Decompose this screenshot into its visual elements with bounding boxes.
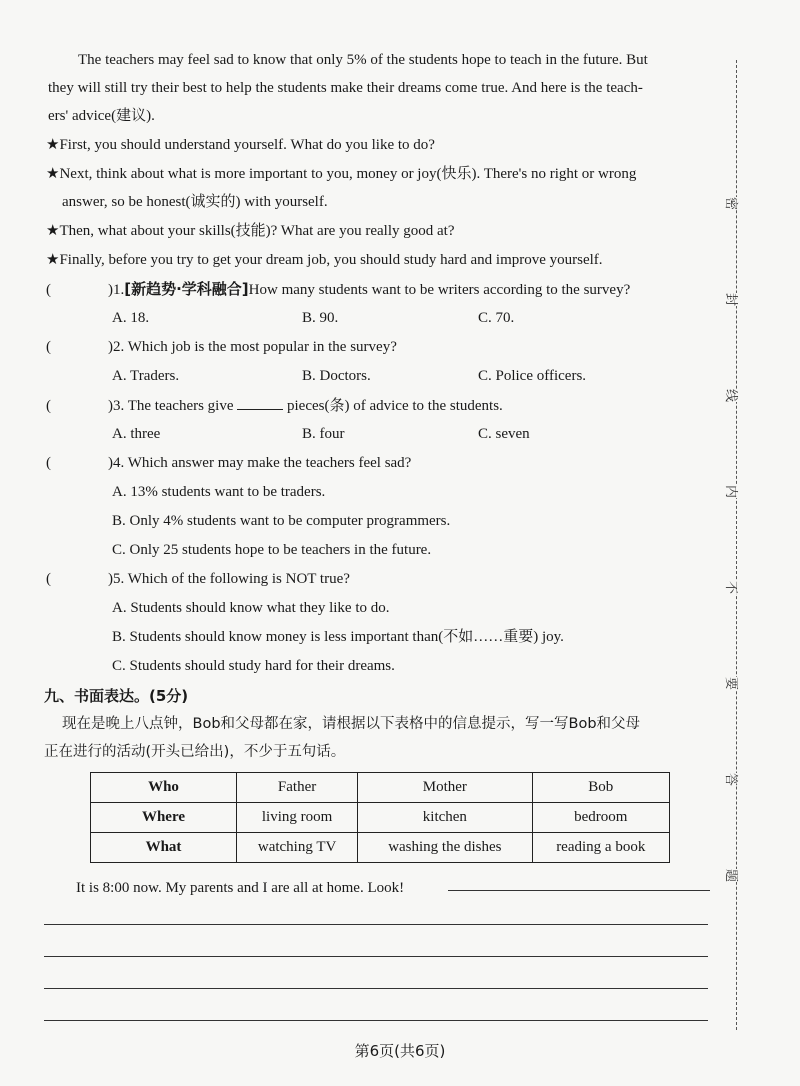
writing-line[interactable] [448, 890, 710, 891]
section-heading: 九、书面表达。(5分) [44, 687, 189, 705]
table-row [91, 773, 670, 803]
option-b: B. 90. [302, 310, 339, 326]
answer-paren[interactable]: ( [46, 339, 51, 355]
advice-item-cont: answer, so be honest(诚实的) with yourself. [62, 194, 328, 210]
question-3 [46, 395, 718, 416]
seal-char: 线 [721, 389, 744, 402]
seal-char: 要 [721, 677, 744, 690]
question-number: )2. [108, 339, 125, 355]
question-number: )4. [108, 455, 125, 471]
table-cell: watching TV [237, 833, 358, 863]
seal-char: 不 [721, 581, 744, 594]
advice-item: ★Finally, before you try to get your dream job, you should study hard and improve yourself. [46, 252, 603, 268]
option-c: C. 70. [478, 310, 515, 326]
seal-char: 密 [721, 197, 744, 210]
question-text: How many students want to be writers according to the survey? [248, 282, 631, 298]
page-footer: 第6页(共6页) [354, 1042, 446, 1060]
table-cell: bedroom [532, 803, 669, 833]
question-tag: [新趋势·学科融合] [124, 280, 249, 298]
table-cell: What [91, 833, 237, 863]
question-5 [46, 569, 718, 589]
question-number: )3. [108, 398, 125, 414]
writing-instruction: 正在进行的活动(开头已给出)，不少于五句话。 [44, 744, 346, 760]
option-a: A. three [112, 426, 161, 442]
option-b: B. Doctors. [302, 368, 371, 384]
option-b: B. four [302, 426, 345, 442]
option-a: A. 13% students want to be traders. [112, 484, 326, 500]
question-text: The teachers give [127, 398, 234, 414]
writing-line[interactable] [44, 956, 708, 957]
info-table [90, 772, 670, 863]
table-cell: washing the dishes [358, 833, 532, 863]
question-2 [46, 337, 718, 357]
writing-line[interactable] [44, 924, 708, 925]
option-a: A. 18. [112, 310, 150, 326]
question-number: )1. [108, 282, 125, 298]
option-c: C. Only 25 students hope to be teachers in the future. [112, 542, 432, 558]
answer-paren[interactable]: ( [46, 571, 51, 587]
table-cell: reading a book [532, 833, 669, 863]
passage-line: they will still try their best to help the students make their dreams come true. And here is the teach- [48, 80, 643, 96]
question-text: Which answer may make the teachers feel sad? [127, 455, 412, 471]
table-cell: kitchen [358, 803, 532, 833]
answer-paren[interactable]: ( [46, 398, 51, 414]
question-number: )5. [108, 571, 125, 587]
writing-line[interactable] [44, 988, 708, 989]
passage-line: ers' advice(建议). [48, 108, 155, 124]
table-cell: Mother [358, 773, 532, 803]
seal-char: 内 [721, 485, 744, 498]
passage-line: The teachers may feel sad to know that only 5% of the students hope to teach in the future. But [78, 52, 648, 68]
seal-char: 答 [721, 773, 744, 786]
table-cell: Who [91, 773, 237, 803]
seal-char: 封 [721, 293, 744, 306]
question-text: pieces(条) of advice to the students. [287, 398, 503, 414]
question-4 [46, 453, 718, 473]
seal-char: 题 [721, 869, 744, 882]
table-cell: Father [237, 773, 358, 803]
writing-start: It is 8:00 now. My parents and I are all at home. Look! [76, 880, 405, 896]
option-c: C. Police officers. [478, 368, 587, 384]
table-row [91, 833, 670, 863]
writing-instruction: 现在是晚上八点钟，Bob和父母都在家，请根据以下表格中的信息提示，写一写Bob和父母 [62, 716, 641, 732]
advice-item: ★Next, think about what is more important to you, money or joy(快乐). There's no right or wrong [46, 166, 637, 182]
fill-blank[interactable] [237, 395, 283, 410]
question-text: Which of the following is NOT true? [127, 571, 350, 587]
option-b: B. Students should know money is less important than(不如……重要) joy. [112, 629, 564, 645]
answer-paren[interactable]: ( [46, 282, 51, 298]
table-row [91, 803, 670, 833]
option-c: C. Students should study hard for their dreams. [112, 658, 395, 674]
option-b: B. Only 4% students want to be computer programmers. [112, 513, 451, 529]
question-text: Which job is the most popular in the survey? [127, 339, 397, 355]
option-c: C. seven [478, 426, 530, 442]
answer-paren[interactable]: ( [46, 455, 51, 471]
table-cell: Bob [532, 773, 669, 803]
question-1 [46, 279, 718, 300]
option-a: A. Traders. [112, 368, 180, 384]
table-cell: living room [237, 803, 358, 833]
writing-line[interactable] [44, 1020, 708, 1021]
table-cell: Where [91, 803, 237, 833]
advice-item: ★Then, what about your skills(技能)? What are you really good at? [46, 223, 455, 239]
option-a: A. Students should know what they like to do. [112, 600, 390, 616]
advice-item: ★First, you should understand yourself. What do you like to do? [46, 137, 435, 153]
